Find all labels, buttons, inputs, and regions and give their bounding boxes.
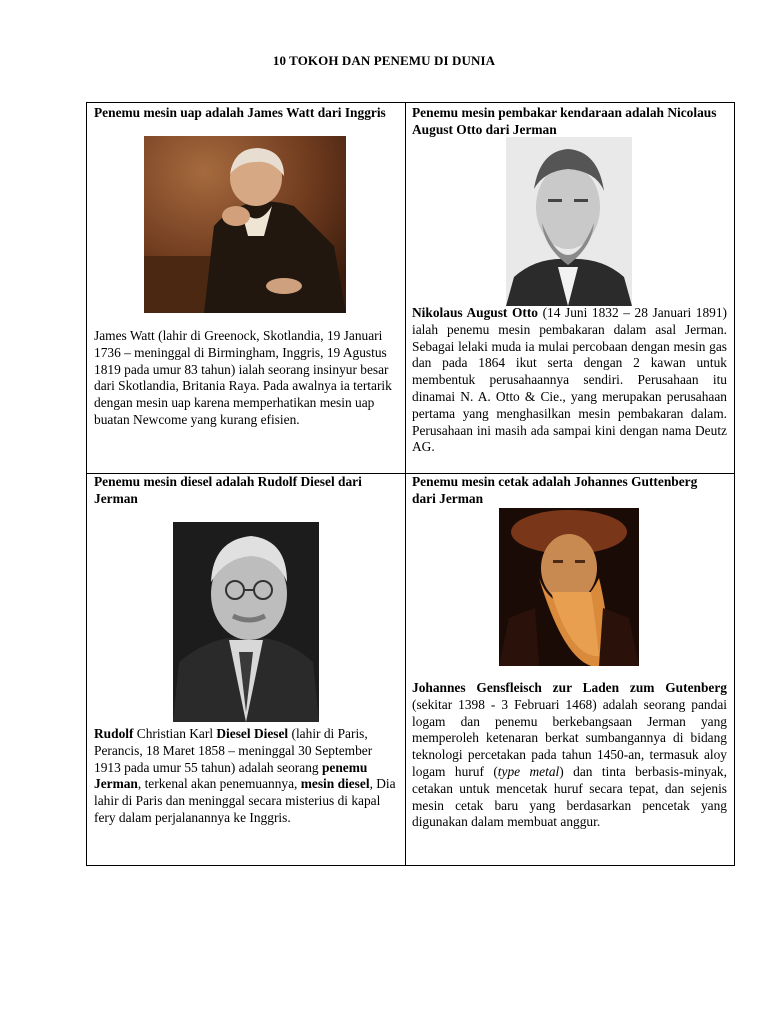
body-text: , terkenal akan penemuannya, (137, 776, 301, 792)
cell-body (412, 680, 727, 831)
body-text: , Dia lahir di Paris dan meninggal secara misterius di kapal fery dalam perjalanannya ke Inggris. (94, 776, 396, 825)
bold-text: penemu Jerman (94, 759, 368, 792)
italic-text: type metal (497, 763, 560, 779)
cell-body (94, 726, 397, 827)
bold-text: mesin diesel (300, 776, 370, 792)
body-text: (14 Juni 1832 – 28 Januari 1891) ialah penemu mesin pembakaran dalam asal Jerman. Sebagai lelaki muda ia mulai percobaan dengan mesin gas dan pada 1864 ikut serta dengan 2 kawan untuk membentuk perusahaannya sendiri. Perusahaan itu dinamai N. A. Otto & Cie., yang merupakan perusahaan pertama yang menghasilkan mesin pembakaran dalam. Perusahaan ini masih ada sampai kini dengan nama Deutz AG. (412, 305, 727, 455)
cell-nikolaus-otto (406, 103, 735, 474)
cell-heading: Penemu mesin diesel adalah Rudolf Diesel dari Jerman (94, 474, 362, 506)
bold-text: Diesel Diesel (216, 726, 289, 741)
cell-heading: Penemu mesin cetak adalah Johannes Guttenberg dari Jerman (412, 474, 698, 506)
body-text: (lahir di Paris, Perancis, 18 Maret 1858 – meninggal 30 September 1913 pada umur 55 tahun) adalah seorang (94, 726, 373, 775)
bold-text: Rudolf (94, 726, 134, 741)
document-title: 10 TOKOH DAN PENEMU DI DUNIA (272, 53, 496, 68)
body-text: ) dan tinta berbasis-minyak, cetakan untuk mencetak huruf secara tepat, dan sejenis mesin cetak baru yang berdasarkan pencetak yang digunakan dalam membuat anggur. (412, 763, 727, 830)
portrait-james-watt (144, 136, 346, 313)
portrait-nikolaus-otto (506, 137, 632, 306)
cell-heading: Penemu mesin pembakar kendaraan adalah Nicolaus August Otto dari Jerman (412, 105, 717, 137)
cell-body: James Watt (lahir di Greenock, Skotlandia, 19 Januari 1736 – meninggal di Birmingham, Inggris, 19 Agustus 1819 pada umur 83 tahun) ialah seorang insinyur besar dari Skotlandia, Britania Raya. Pada awalnya ia tertarik dengan mesin uap karena memperhatikan mesin uap buatan Newcome yang kurang efisien. (94, 328, 392, 427)
cell-james-watt (87, 103, 406, 474)
cell-heading: Penemu mesin uap adalah James Watt dari Inggris (94, 105, 386, 120)
body-text: (sekitar 1398 - 3 Februari 1468) adalah seorang pandai logam dan penemu berkebangsaan Jerman yang memperoleh ketenaran berkat sumbangannya di bidang teknologi percetakan pada tahun 1450-an, termasuk aloy logam huruf ( (412, 696, 727, 779)
portrait-rudolf-diesel (173, 522, 319, 722)
body-text: Christian Karl (133, 726, 217, 741)
cell-johannes-gutenberg (406, 474, 735, 866)
inventor-table (86, 102, 735, 866)
bold-text: Johannes Gensfleisch zur Laden zum Gutenberg (412, 680, 727, 695)
cell-rudolf-diesel (87, 474, 406, 866)
portrait-johannes-gutenberg (499, 508, 639, 666)
cell-body (412, 305, 727, 456)
person-name: Nikolaus August Otto (412, 305, 538, 320)
